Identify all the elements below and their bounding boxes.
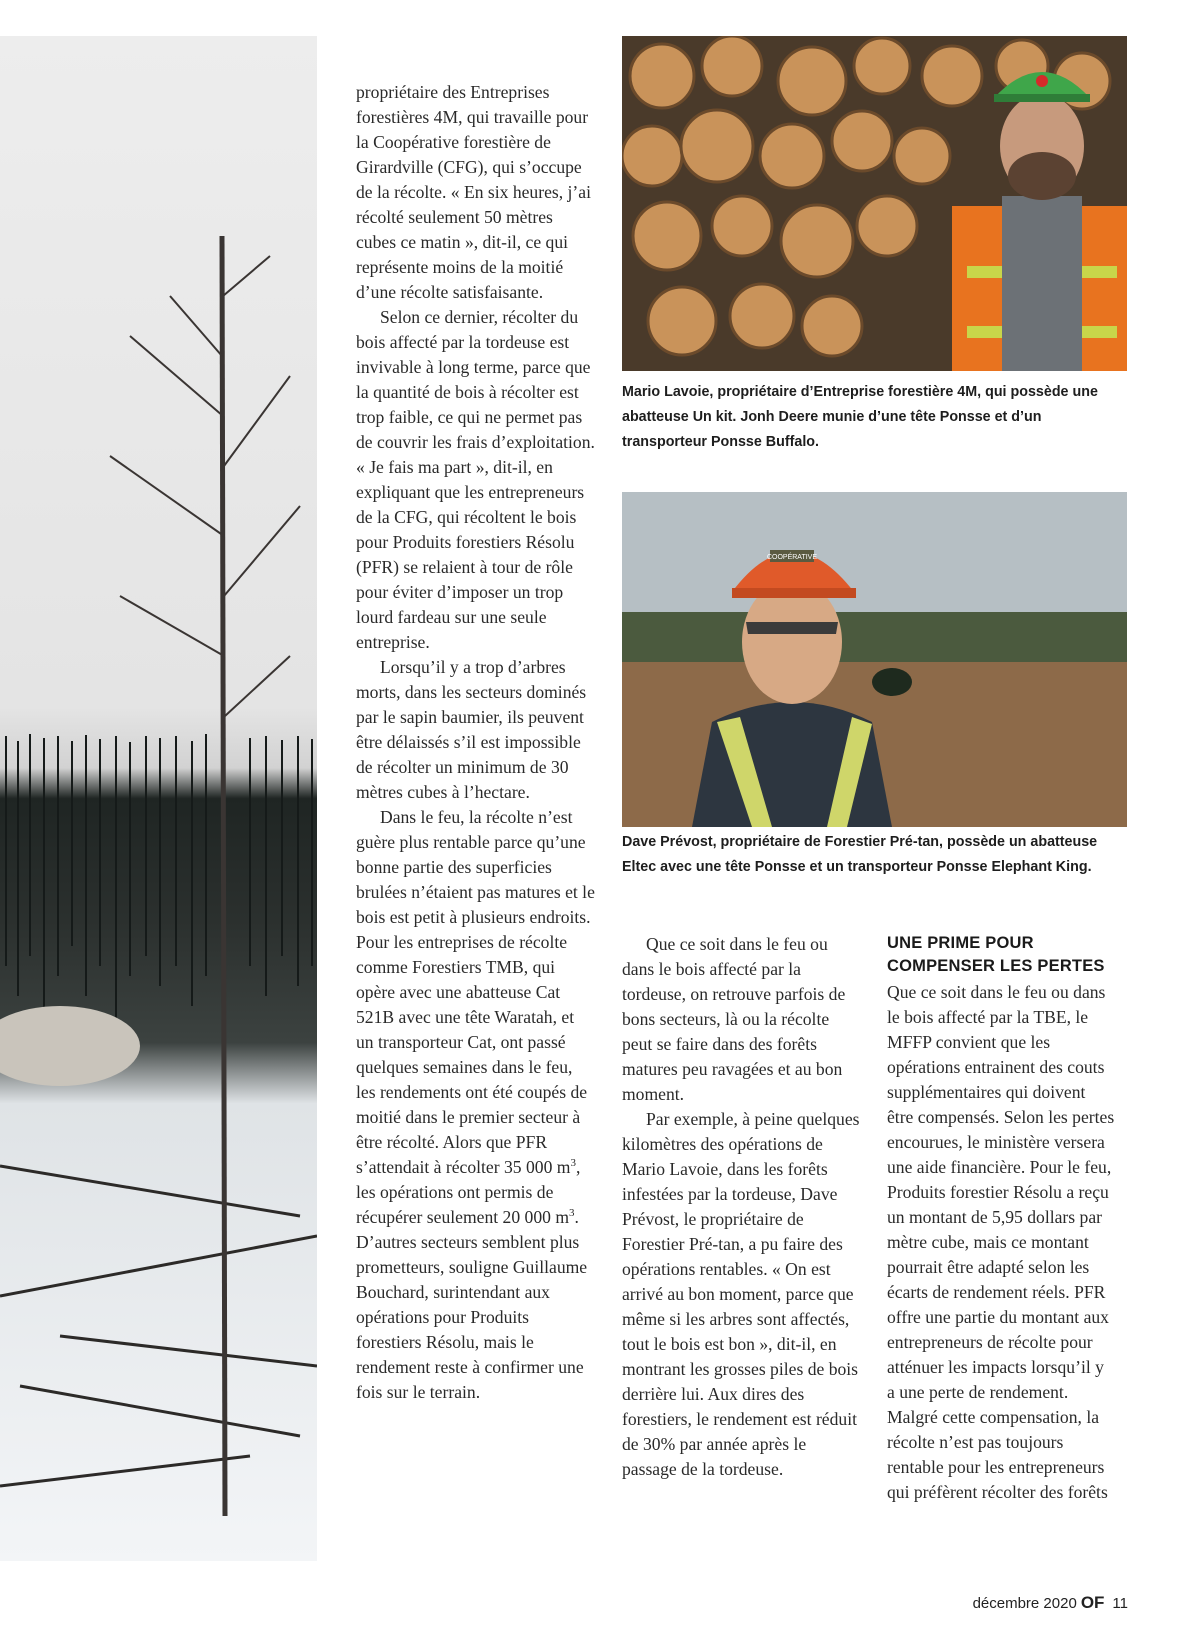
col1-p4-part-b: , les opérations ont permis de récupérer seulement 20 000 m bbox=[356, 1157, 581, 1227]
page-number: 11 bbox=[1112, 1595, 1128, 1612]
footer-date: décembre 2020 bbox=[972, 1595, 1077, 1612]
hard-hat-logo-text: COOPÉRATIVE bbox=[766, 554, 818, 561]
snowy-burned-forest-photo bbox=[0, 36, 317, 1561]
photo-2-caption: Dave Prévost, propriétaire de Forestier Pré-tan, possède un abatteuse Eltec avec une tête Ponsse et un transporteur Ponsse Elephant King. bbox=[622, 834, 1098, 875]
col1-paragraph-1: propriétaire des Entreprises forestières 4M, qui travaille pour la Coopérative forestière de Girardville (CFG), qui s’occupe de la récolte. « En six heures, j’ai récolté seulement 50 mètres cubes ce matin », dit-il, ce qui représente moins de la moitié d’une récolte satisfaisante. bbox=[356, 82, 591, 302]
worker-illustration bbox=[622, 492, 1127, 827]
cubic-superscript-1: 3 bbox=[570, 1157, 576, 1170]
forest-illustration bbox=[0, 36, 317, 1561]
col2-paragraph-2: Par exemple, à peine quelques kilomètres des opérations de Mario Lavoie, dans les forêts infestées par la tordeuse, Dave Prévost, le propriétaire de Forestier Pré-tan, a pu faire des opérations rentables. « On est arrivé au bon moment, parce que même si les arbres sont affectés, tout le bois est bon », dit-il, en montrant les grosses piles de bois derrière lui. Aux dires des forestiers, le rendement est réduit de 30% par année après le passage de la tordeuse. bbox=[622, 1109, 860, 1479]
col1-p4-part-a: Dans le feu, la récolte n’est guère plus rentable parce qu’une bonne partie des superficies brulées n’étaient pas matures et le bois est petit à plusieurs endroits. Pour les entreprises de récolte comme Forestiers TMB, qui opère avec une abatteuse Cat 521B avec une tête Waratah, et un transporteur Cat, ont passé quelques semaines dans le feu, les rendements ont été coupés de moitié dans le premier secteur à être récolté. Alors que PFR s’attendait à récolter 35 000 m bbox=[356, 807, 595, 1177]
col1-paragraph-4 bbox=[356, 805, 596, 1405]
photo-1-caption: Mario Lavoie, propriétaire d’Entreprise forestière 4M, qui possède une abatteuse Un kit. Jonh Deere munie d’une tête Ponsse et d’un transporteur Ponsse Buffalo. bbox=[622, 384, 1098, 450]
article-column-2 bbox=[622, 932, 860, 1482]
section-heading: UNE PRIME POUR COMPENSER LES PERTES bbox=[887, 934, 1105, 975]
article-column-3 bbox=[887, 932, 1115, 1505]
magazine-logo: OF bbox=[1080, 1593, 1105, 1612]
logger-with-log-pile-photo bbox=[622, 36, 1127, 371]
col1-paragraph-3: Lorsqu’il y a trop d’arbres morts, dans les secteurs dominés par le sapin baumier, ils peuvent être délaissés s’il est impossible de récolter un minimum de 30 mètres cubes à l’hectare. bbox=[356, 657, 587, 802]
col1-paragraph-2: Selon ce dernier, récolter du bois affecté par la tordeuse est invivable à long terme, parce que la quantité de bois à récolter est trop faible, ce qui ne permet pas de couvrir les frais d’exploitation. « Je fais ma part », dit-il, en expliquant que les entrepreneurs de la CFG, qui récoltent le bois pour Produits forestiers Résolu (PFR) se relaient à tour de rôle pour éviter d’imposer un trop lourd fardeau sur une seule entreprise. bbox=[356, 307, 595, 652]
article-column-1 bbox=[356, 80, 596, 1405]
col2-paragraph-1: Que ce soit dans le feu ou dans le bois affecté par la tordeuse, on retrouve parfois de bons secteurs, là ou la récolte peut se faire dans des forêts matures peu ravagées et au bon moment. bbox=[622, 934, 846, 1104]
log-pile-illustration bbox=[622, 36, 1127, 371]
col3-paragraph-1: Que ce soit dans le feu ou dans le bois affecté par la TBE, le MFFP convient que les opérations entrainent des couts supplémentaires qui doivent être compensés. Selon les pertes encourues, le ministère versera une aide financière. Pour le feu, Produits forestier Résolu a reçu un montant de 5,95 dollars par mètre cube, mais ce montant pourrait être adapté selon les écarts de rendement réels. PFR offre une partie du montant aux entrepreneurs de récolte pour atténuer les impacts lorsqu’il y a une perte de rendement. Malgré cette compensation, la récolte n’est pas toujours rentable pour les entrepreneurs qui préfèrent récolter des forêts bbox=[887, 982, 1115, 1502]
col1-p4-part-c: . D’autres secteurs semblent plus prometteurs, souligne Guillaume Bouchard, surintendant aux opérations pour Produits forestiers Résolu, mais le rendement reste à confirmer une fois sur le terrain. bbox=[356, 1207, 588, 1402]
page-footer bbox=[973, 1593, 1128, 1613]
worker-in-hard-hat-photo bbox=[622, 492, 1127, 827]
cubic-superscript-2: 3 bbox=[569, 1207, 575, 1220]
